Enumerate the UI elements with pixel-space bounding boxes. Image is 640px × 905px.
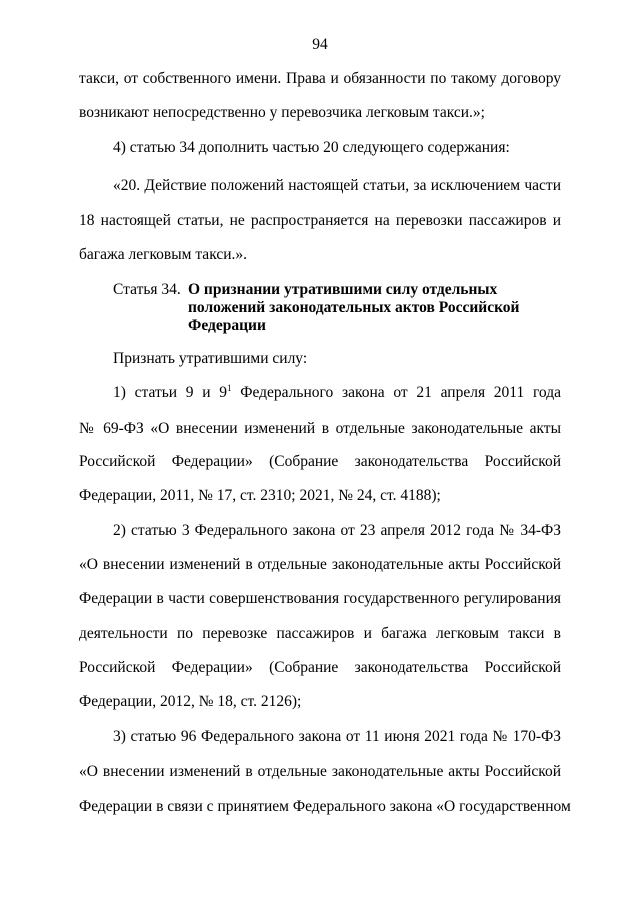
text-line: деятельности по перевозке пассажиров и багажа легковым такси в — [79, 625, 561, 642]
text-line: такси, от собственного имени. Права и обязанности по такому договору — [79, 70, 561, 87]
text-line: Федерации в части совершенствования государственного регулирования — [79, 590, 561, 607]
text-line: «20. Действие положений настоящей статьи, за исключением части — [113, 177, 561, 194]
superscript: 1 — [227, 383, 232, 393]
text-line: 3) статью 96 Федерального закона от 11 июня 2021 года № 170-ФЗ — [113, 728, 561, 745]
text-line: Федерации, 2011, № 17, ст. 2310; 2021, № 24, ст. 4188); — [79, 487, 441, 504]
article-label: Статья 34. — [113, 281, 181, 298]
article-title-line: О признании утратившими силу отдельных — [188, 281, 498, 298]
article-title-line: Федерации — [188, 317, 266, 334]
text-line: Признать утратившими силу: — [113, 350, 308, 367]
text-line: возникают непосредственно у перевозчика легковым такси.»; — [79, 104, 485, 121]
text-line: «О внесении изменений в отдельные законодательные акты Российской — [79, 556, 561, 573]
text-line: Федерации в связи с принятием Федерального закона «О государственном — [79, 798, 571, 815]
text-fragment: Федерального закона от 21 апреля 2011 года — [231, 384, 561, 401]
text-fragment: 1) статьи 9 и 9 — [113, 384, 228, 401]
text-line: № 69-ФЗ «О внесении изменений в отдельные законодательные акты — [79, 420, 561, 437]
text-line: Российской Федерации» (Собрание законодательства Российской — [79, 659, 561, 676]
text-line: «О внесении изменений в отдельные законодательные акты Российской — [79, 763, 561, 780]
text-line: Российской Федерации» (Собрание законодательства Российской — [79, 453, 561, 470]
page-number: 94 — [312, 36, 328, 53]
text-line: 18 настоящей статьи, не распространяется на перевозки пассажиров и — [79, 212, 561, 229]
article-title-line: положений законодательных актов Российской — [188, 299, 520, 316]
text-line — [113, 384, 561, 402]
text-line: 2) статью 3 Федерального закона от 23 апреля 2012 года № 34-ФЗ — [113, 522, 561, 539]
text-line: Федерации, 2012, № 18, ст. 2126); — [79, 693, 302, 710]
text-line: багажа легковым такси.». — [79, 246, 248, 263]
text-line: 4) статью 34 дополнить частью 20 следующего содержания: — [113, 139, 510, 156]
